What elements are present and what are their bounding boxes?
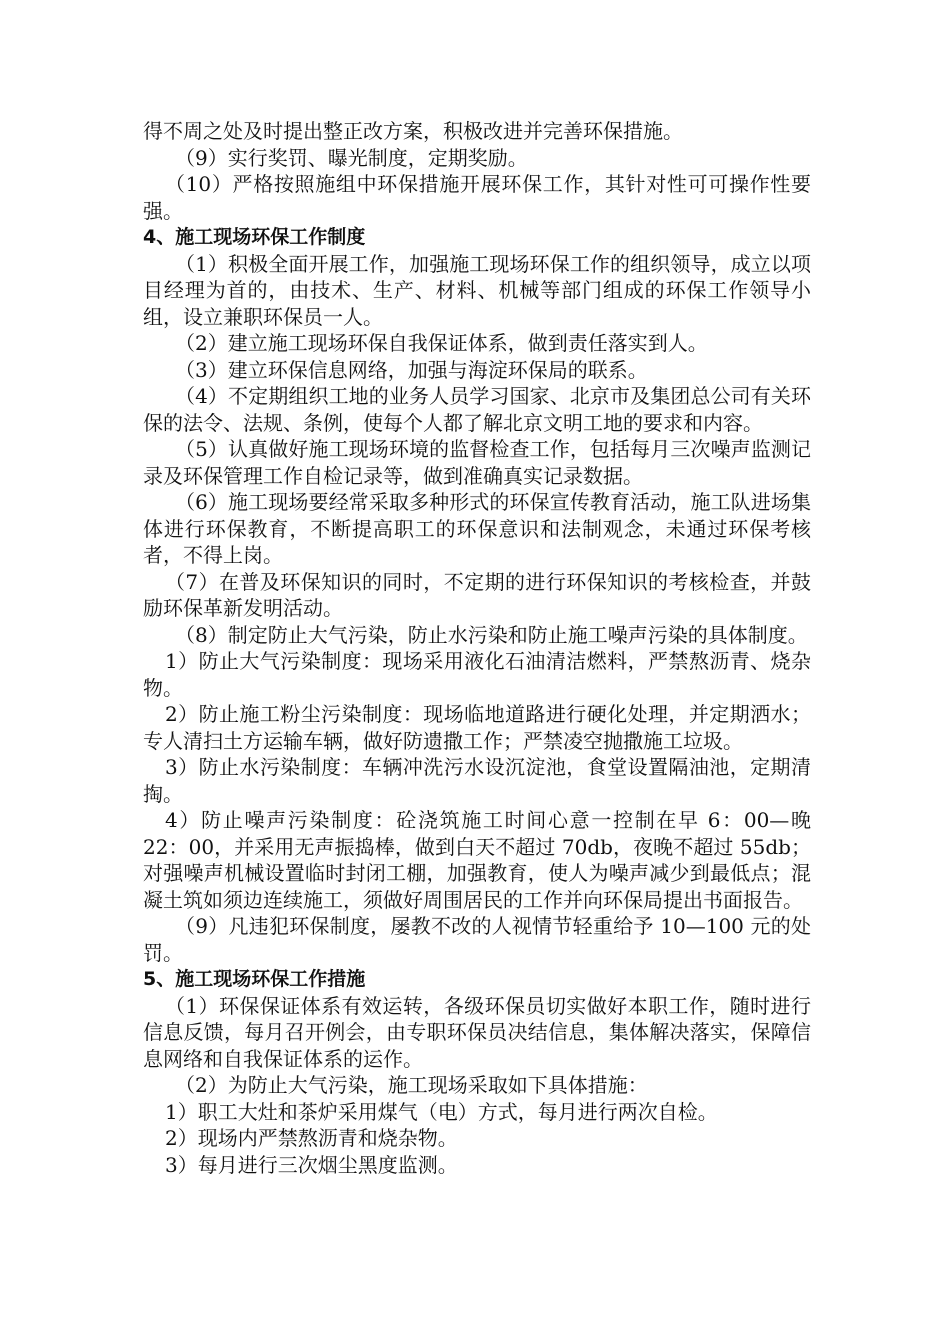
paragraph: （9）凡违犯环保制度，屡教不改的人视情节轻重给予 10—100 元的处罚。	[143, 914, 811, 965]
paragraph: （3）建立环保信息网络，加强与海淀环保局的联系。	[175, 357, 648, 382]
paragraph: （9）实行奖罚、曝光制度，定期奖励。	[175, 145, 528, 170]
paragraph: （8）制定防止大气污染，防止水污染和防止施工噪声污染的具体制度。	[175, 622, 808, 647]
paragraph: （1）积极全面开展工作，加强施工现场环保工作的组织领导，成立以项目经理为首的，由技术、生产、材料、机械等部门组成的环保工作领导小组，设立兼职环保员一人。	[143, 251, 811, 329]
paragraph: （1）环保保证体系有效运转，各级环保员切实做好本职工作，随时进行信息反馈，每月召开例会，由专职环保员决结信息，集体解决落实，保障信息网络和自我保证体系的运作。	[143, 993, 811, 1071]
paragraph: （10）严格按照施组中环保措施开展环保工作，其针对性可可操作性要强。	[143, 172, 811, 223]
paragraph: 3）防止水污染制度：车辆冲洗污水设沉淀池，食堂设置隔油池，定期清掏。	[143, 755, 811, 806]
paragraph: 2）防止施工粉尘污染制度：现场临地道路进行硬化处理，并定期洒水；专人清扫土方运输车辆，做好防遗撒工作；严禁凌空抛撒施工垃圾。	[143, 702, 811, 753]
paragraph: 4）防止噪声污染制度：砼浇筑施工时间心意一控制在早 6：00—晚 22：00，并采用无声振捣棒，做到白天不超过 70db，夜晚不超过 55db；对强噪声机械设置临时封闭工棚，加强教育，使人为噪声减少到最低点；混凝土筑如须边连续施工，须做好周围居民的工作并向环保局提出书面报告。	[143, 808, 811, 912]
paragraph: （7）在普及环保知识的同时，不定期的进行环保知识的考核检查，并鼓励环保革新发明活动。	[143, 569, 811, 620]
paragraph: （2）建立施工现场环保自我保证体系，做到责任落实到人。	[175, 331, 708, 355]
paragraph: 1）职工大灶和茶炉采用煤气（电）方式，每月进行两次自检。	[165, 1099, 718, 1124]
paragraph: （5）认真做好施工现场环境的监督检查工作，包括每月三次噪声监测记录及环保管理工作自检记录等，做到准确真实记录数据。	[143, 437, 811, 488]
paragraph: 得不周之处及时提出整正改方案，积极改进并完善环保措施。	[143, 119, 683, 143]
paragraph: （6）施工现场要经常采取多种形式的环保宣传教育活动，施工队进场集体进行环保教育，不断提高职工的环保意识和法制观念，未通过环保考核者，不得上岗。	[143, 490, 811, 567]
section-heading: 4、施工现场环保工作制度	[143, 226, 366, 248]
paragraph: 3）每月进行三次烟尘黑度监测。	[165, 1152, 458, 1177]
paragraph: 1）防止大气污染制度：现场采用液化石油清洁燃料，严禁熬沥青、烧杂物。	[143, 649, 811, 700]
section-heading: 5、施工现场环保工作措施	[143, 968, 366, 990]
paragraph: （4）不定期组织工地的业务人员学习国家、北京市及集团总公司有关环保的法令、法规、条例，使每个人都了解北京文明工地的要求和内容。	[143, 384, 811, 435]
paragraph: （2）为防止大气污染，施工现场采取如下具体措施：	[175, 1073, 648, 1097]
paragraph: 2）现场内严禁熬沥青和烧杂物。	[165, 1126, 458, 1150]
document-page	[143, 118, 811, 1178]
